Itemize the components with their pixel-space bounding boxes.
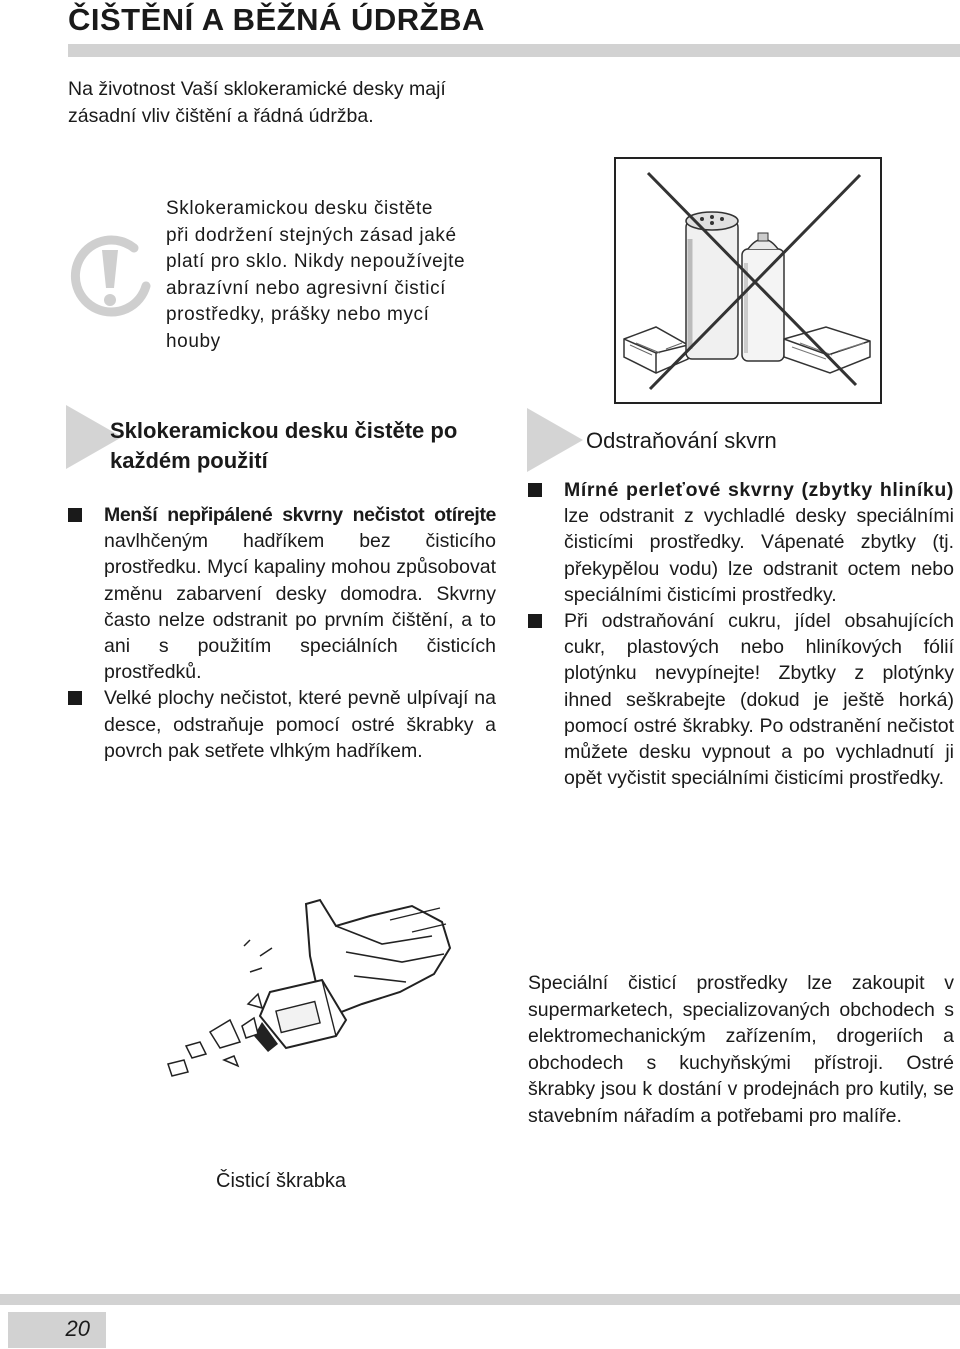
heading-line-1: Sklokeramickou desku čistěte po	[110, 418, 458, 443]
page-title: ČIŠTĚNÍ A BĚŽNÁ ÚDRŽBA	[68, 2, 485, 37]
bullet-square-icon	[68, 508, 82, 522]
bullet-square-icon	[528, 614, 542, 628]
warning-text	[166, 196, 496, 355]
bullet-bold-text: Mírné perleťové skvrny (zbytky hliníku)	[564, 479, 954, 501]
footer-divider	[0, 1294, 960, 1305]
left-bullet-list	[68, 502, 496, 764]
warning-line: houby	[166, 330, 221, 352]
heading-line-2: každém použití	[110, 448, 268, 473]
list-item	[528, 608, 954, 791]
scraper-illustration	[150, 896, 480, 1096]
bullet-square-icon	[528, 483, 542, 497]
bullet-text: Při odstraňování cukru, jídel obsahujících cukr, plastových nebo hliníkových fólií plotýnku nevypínejte! Zbytky z plotýnky ihned seškrabejte (dokud je ještě horká) pomocí ostré škrabky. Po odstranění nečistot můžete desku vypnout a po vychladnutí ji opět vyčistit speciálními čisticími prostředky.	[564, 610, 954, 790]
title-divider	[68, 44, 960, 57]
page-number: 20	[65, 1316, 90, 1341]
right-section-heading: Odstraňování skvrn	[586, 428, 777, 453]
crossed-out-cleaners-icon	[616, 159, 880, 402]
warning-line: platí pro sklo. Nikdy nepoužívejte	[166, 251, 466, 272]
warning-line: abrazívní nebo agresivní čisticí	[166, 277, 447, 299]
intro-paragraph	[68, 76, 528, 130]
section-arrow-icon	[527, 408, 583, 472]
bullet-text: Velké plochy nečistot, které pevně ulpívají na desce, odstraňuje pomocí ostré škrabky a povrch pak setřete vlhkým hadříkem.	[104, 687, 496, 762]
list-item	[68, 685, 496, 764]
scraper-hand-icon	[150, 896, 480, 1096]
bullet-text: navlhčeným hadříkem bez čisticího prostředku. Mycí kapaliny mohou způsobovat změnu zabarvení desky domodra. Skvrny často nelze odstranit po prvním čištění, a to ani s použitím speciálních čisticích prostředků.	[104, 530, 496, 684]
exclamation-icon	[64, 228, 160, 324]
info-paragraph: Speciální čisticí prostředky lze zakoupit v supermarketech, specializovaných obchodech s elektromechanickým zařízením, drogeriích a obchodech s kuchyňskými přístroji. Ostré škrabky jsou k dostání v prodejnách pro kutily, se stavebním nářadím a potřebami pro malíře.	[528, 972, 954, 1127]
bullet-bold-text: Menší nepřipálené skvrny nečistot otírejte	[104, 504, 496, 526]
intro-line-2: zásadní vliv čištění a řádná údržba.	[68, 105, 374, 127]
intro-line-1: Na životnost Vaší sklokeramické desky mají	[68, 78, 446, 100]
left-section-heading	[110, 416, 510, 476]
warning-line: prostředky, prášky nebo mycí	[166, 304, 430, 325]
list-item	[68, 502, 496, 685]
right-bullet-list	[528, 477, 954, 791]
bullet-text: lze odstranit z vychladlé desky speciálními čisticími prostředky. Vápenaté zbytky (tj. překypělou vodu) lze odstranit octem nebo speciálními čisticími prostředky.	[564, 505, 954, 606]
prohibited-cleaners-image	[614, 157, 882, 404]
list-item	[528, 477, 954, 608]
warning-line: Sklokeramickou desku čistěte	[166, 198, 434, 219]
warning-line: při dodržení stejných zásad jaké	[166, 224, 457, 246]
bullet-square-icon	[68, 691, 82, 705]
scraper-caption: Čisticí škrabka	[216, 1170, 347, 1192]
